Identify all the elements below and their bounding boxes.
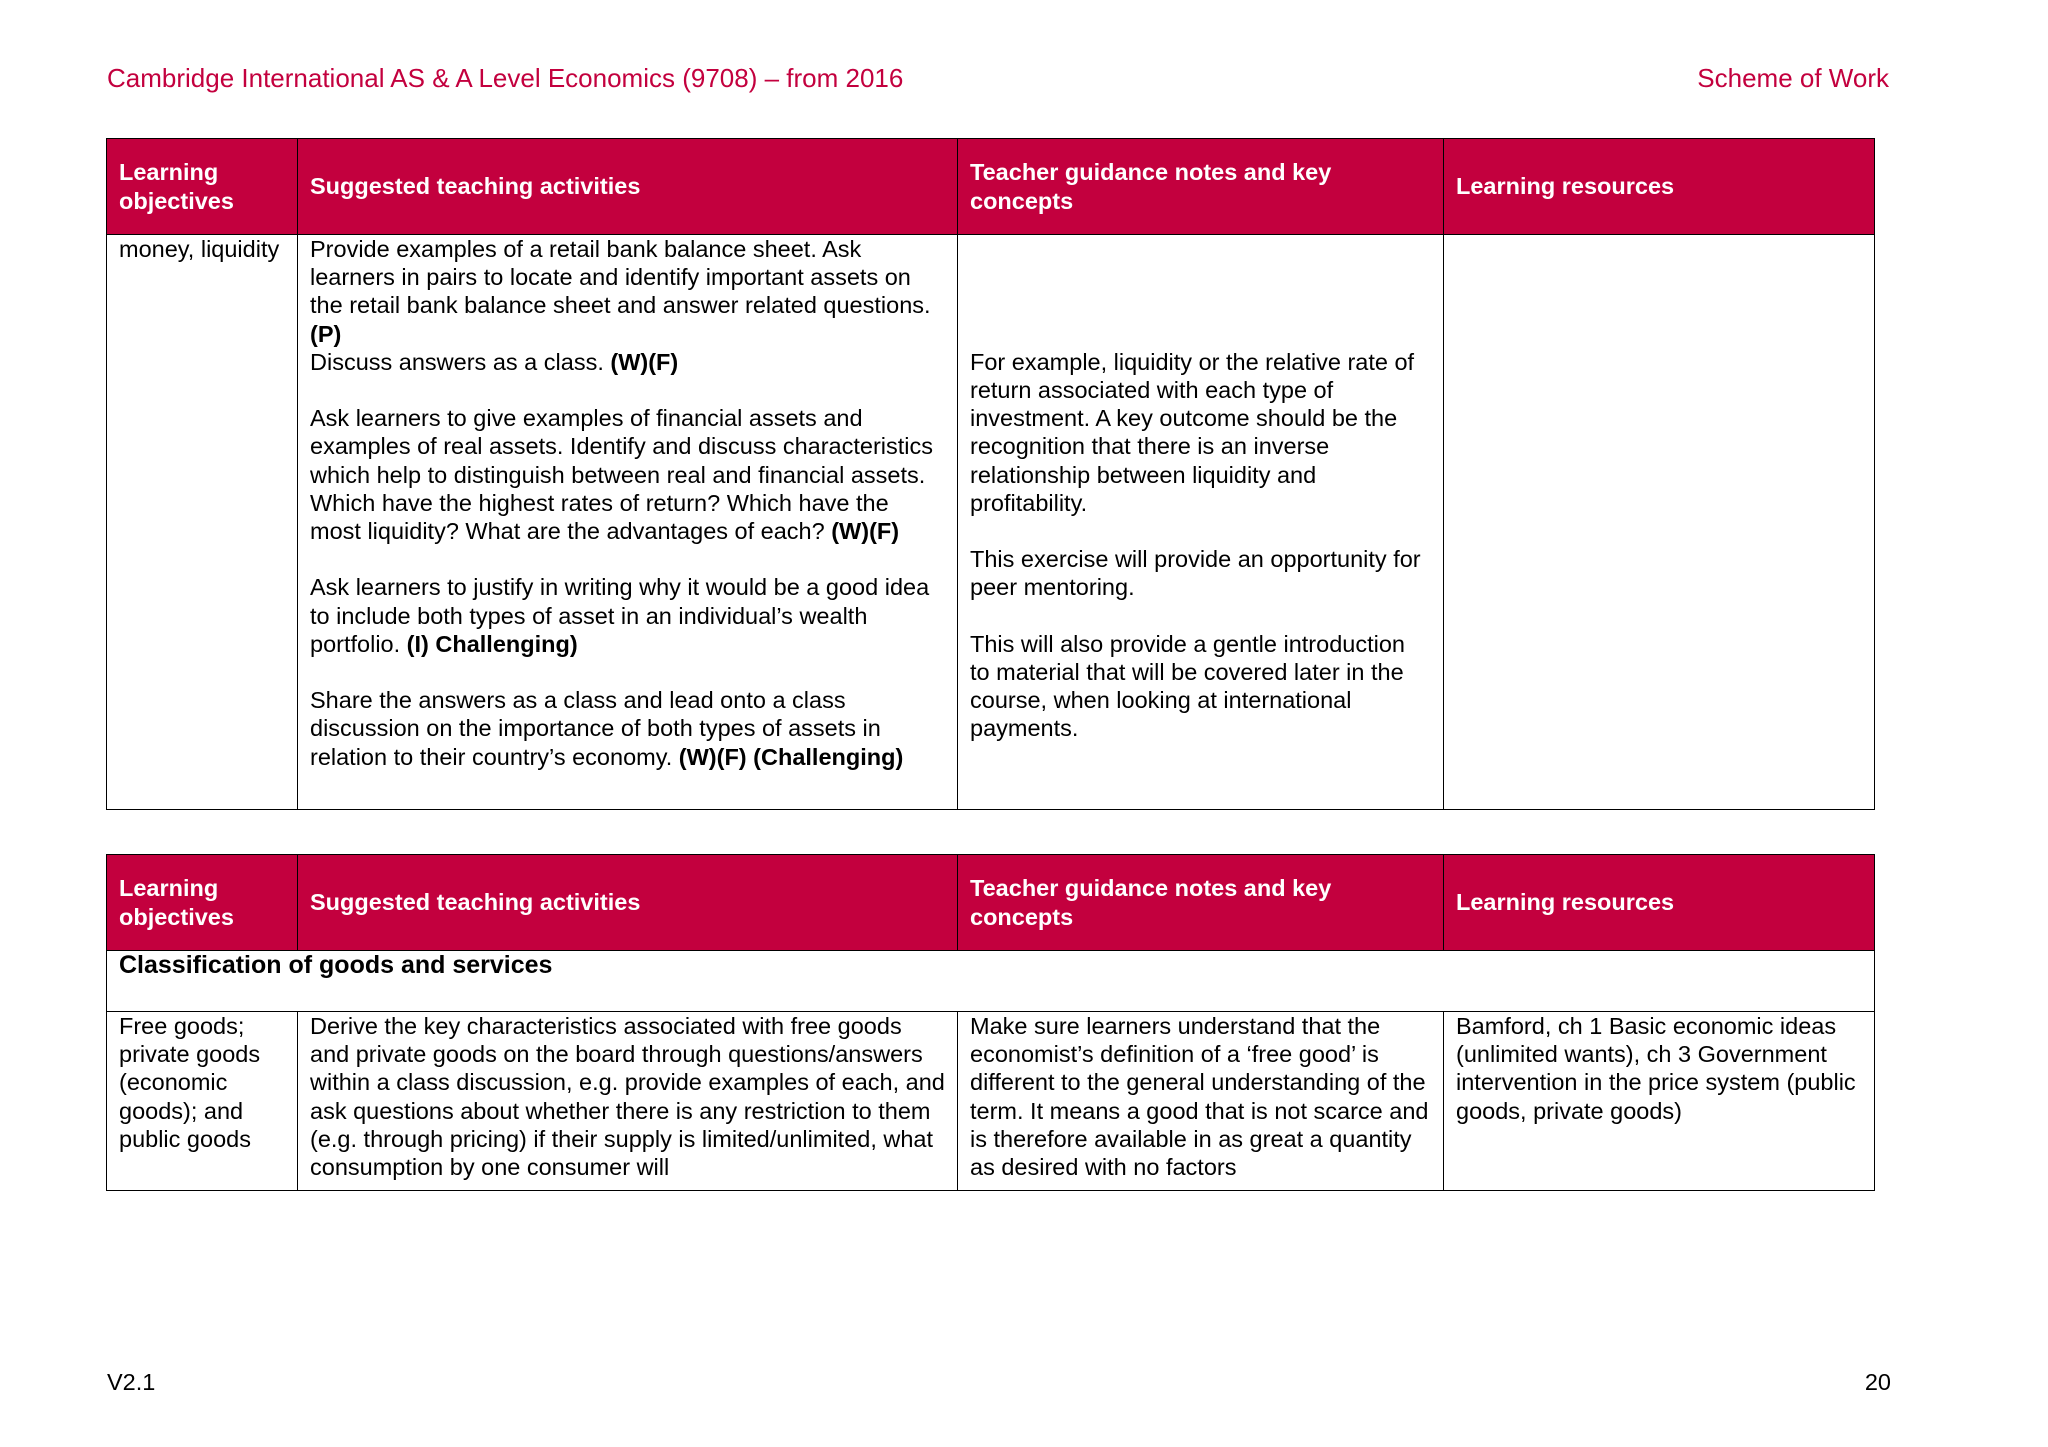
section-title: Classification of goods and services: [107, 951, 1875, 1012]
activity-text: Ask learners to justify in writing why it would be a good idea to include both types of asset in an individual’s wealth portfolio.: [310, 574, 930, 657]
scheme-table-2: [106, 854, 1875, 1191]
col-header-activities: Suggested teaching activities: [298, 139, 958, 235]
activity-text: Provide examples of a retail bank balance sheet. Ask learners in pairs to locate and identify important assets on the retail bank balance sheet and answer related questions.: [310, 236, 931, 319]
document-title: Cambridge International AS & A Level Economics (9708) – from 2016: [107, 63, 904, 93]
table-header-row: [107, 139, 1875, 235]
objective-cell: [107, 235, 298, 810]
col-header-objectives: Learning objectives: [107, 139, 298, 235]
activity-tag: (W)(F) (Challenging): [678, 743, 904, 770]
col-header-objectives: Learning objectives: [107, 855, 298, 951]
activity-tag: (W)(F): [610, 348, 679, 375]
objective-cell: Free goods; private goods (economic goods); and public goods: [107, 1012, 298, 1191]
guidance-paragraph: This exercise will provide an opportunity for peer mentoring.: [970, 546, 1421, 601]
activity-paragraph: [310, 686, 945, 771]
activity-paragraph: [310, 235, 945, 376]
objective-text: money, liquidity: [119, 236, 280, 262]
table-row: [107, 235, 1875, 810]
version-label: V2.1: [107, 1369, 156, 1395]
guidance-cell: Make sure learners understand that the economist’s definition of a ‘free good’ is different to the general understanding of the term. It means a good that is not scarce and is therefore available in as great a quantity as desired with no factors: [958, 1012, 1444, 1191]
activities-cell: [298, 235, 958, 810]
guidance-paragraph: This will also provide a gentle introduction to material that will be covered later in the course, when looking at international payments.: [970, 630, 1405, 742]
resources-cell: Bamford, ch 1 Basic economic ideas (unlimited wants), ch 3 Government intervention in the price system (public goods, private goods): [1444, 1012, 1875, 1191]
guidance-cell: [958, 235, 1444, 810]
col-header-resources: Learning resources: [1444, 855, 1875, 951]
activity-tag: (W)(F): [831, 518, 900, 545]
activity-text: Share the answers as a class and lead onto a class discussion on the importance of both types of assets in relation to their country’s economy.: [310, 687, 881, 770]
section-row: [107, 951, 1875, 1012]
scheme-table-1: [106, 138, 1875, 810]
col-header-resources: Learning resources: [1444, 139, 1875, 235]
table-header-row: [107, 855, 1875, 951]
activity-paragraph: [310, 573, 945, 658]
resources-cell: [1444, 235, 1875, 810]
activities-cell: Derive the key characteristics associated with free goods and private goods on the board through questions/answers within a class discussion, e.g. provide examples of each, and ask questions about whether there is any restriction to them (e.g. through pricing) if their supply is limited/unlimited, what consumption by one consumer will: [298, 1012, 958, 1191]
col-header-guidance: Teacher guidance notes and key concepts: [958, 855, 1444, 951]
activity-text: Ask learners to give examples of financial assets and examples of real assets. Identify and discuss characteristics which help to distinguish between real and financial assets. Which have the highest rates of return? Which have the most liquidity? What are the advantages of each?: [310, 405, 934, 545]
page-number: 20: [1864, 1369, 1891, 1395]
col-header-guidance: Teacher guidance notes and key concepts: [958, 139, 1444, 235]
activity-paragraph: [310, 404, 945, 545]
guidance-paragraph: For example, liquidity or the relative rate of return associated with each type of investment. A key outcome should be the recognition that there is an inverse relationship between liquidity and profitability.: [970, 348, 1415, 516]
col-header-activities: Suggested teaching activities: [298, 855, 958, 951]
activity-tag: (P): [310, 320, 342, 347]
table-row: [107, 1012, 1875, 1191]
activity-tag: (I) Challenging): [406, 630, 578, 657]
activity-text: Discuss answers as a class.: [310, 348, 611, 375]
document-section: Scheme of Work: [1697, 63, 1889, 93]
